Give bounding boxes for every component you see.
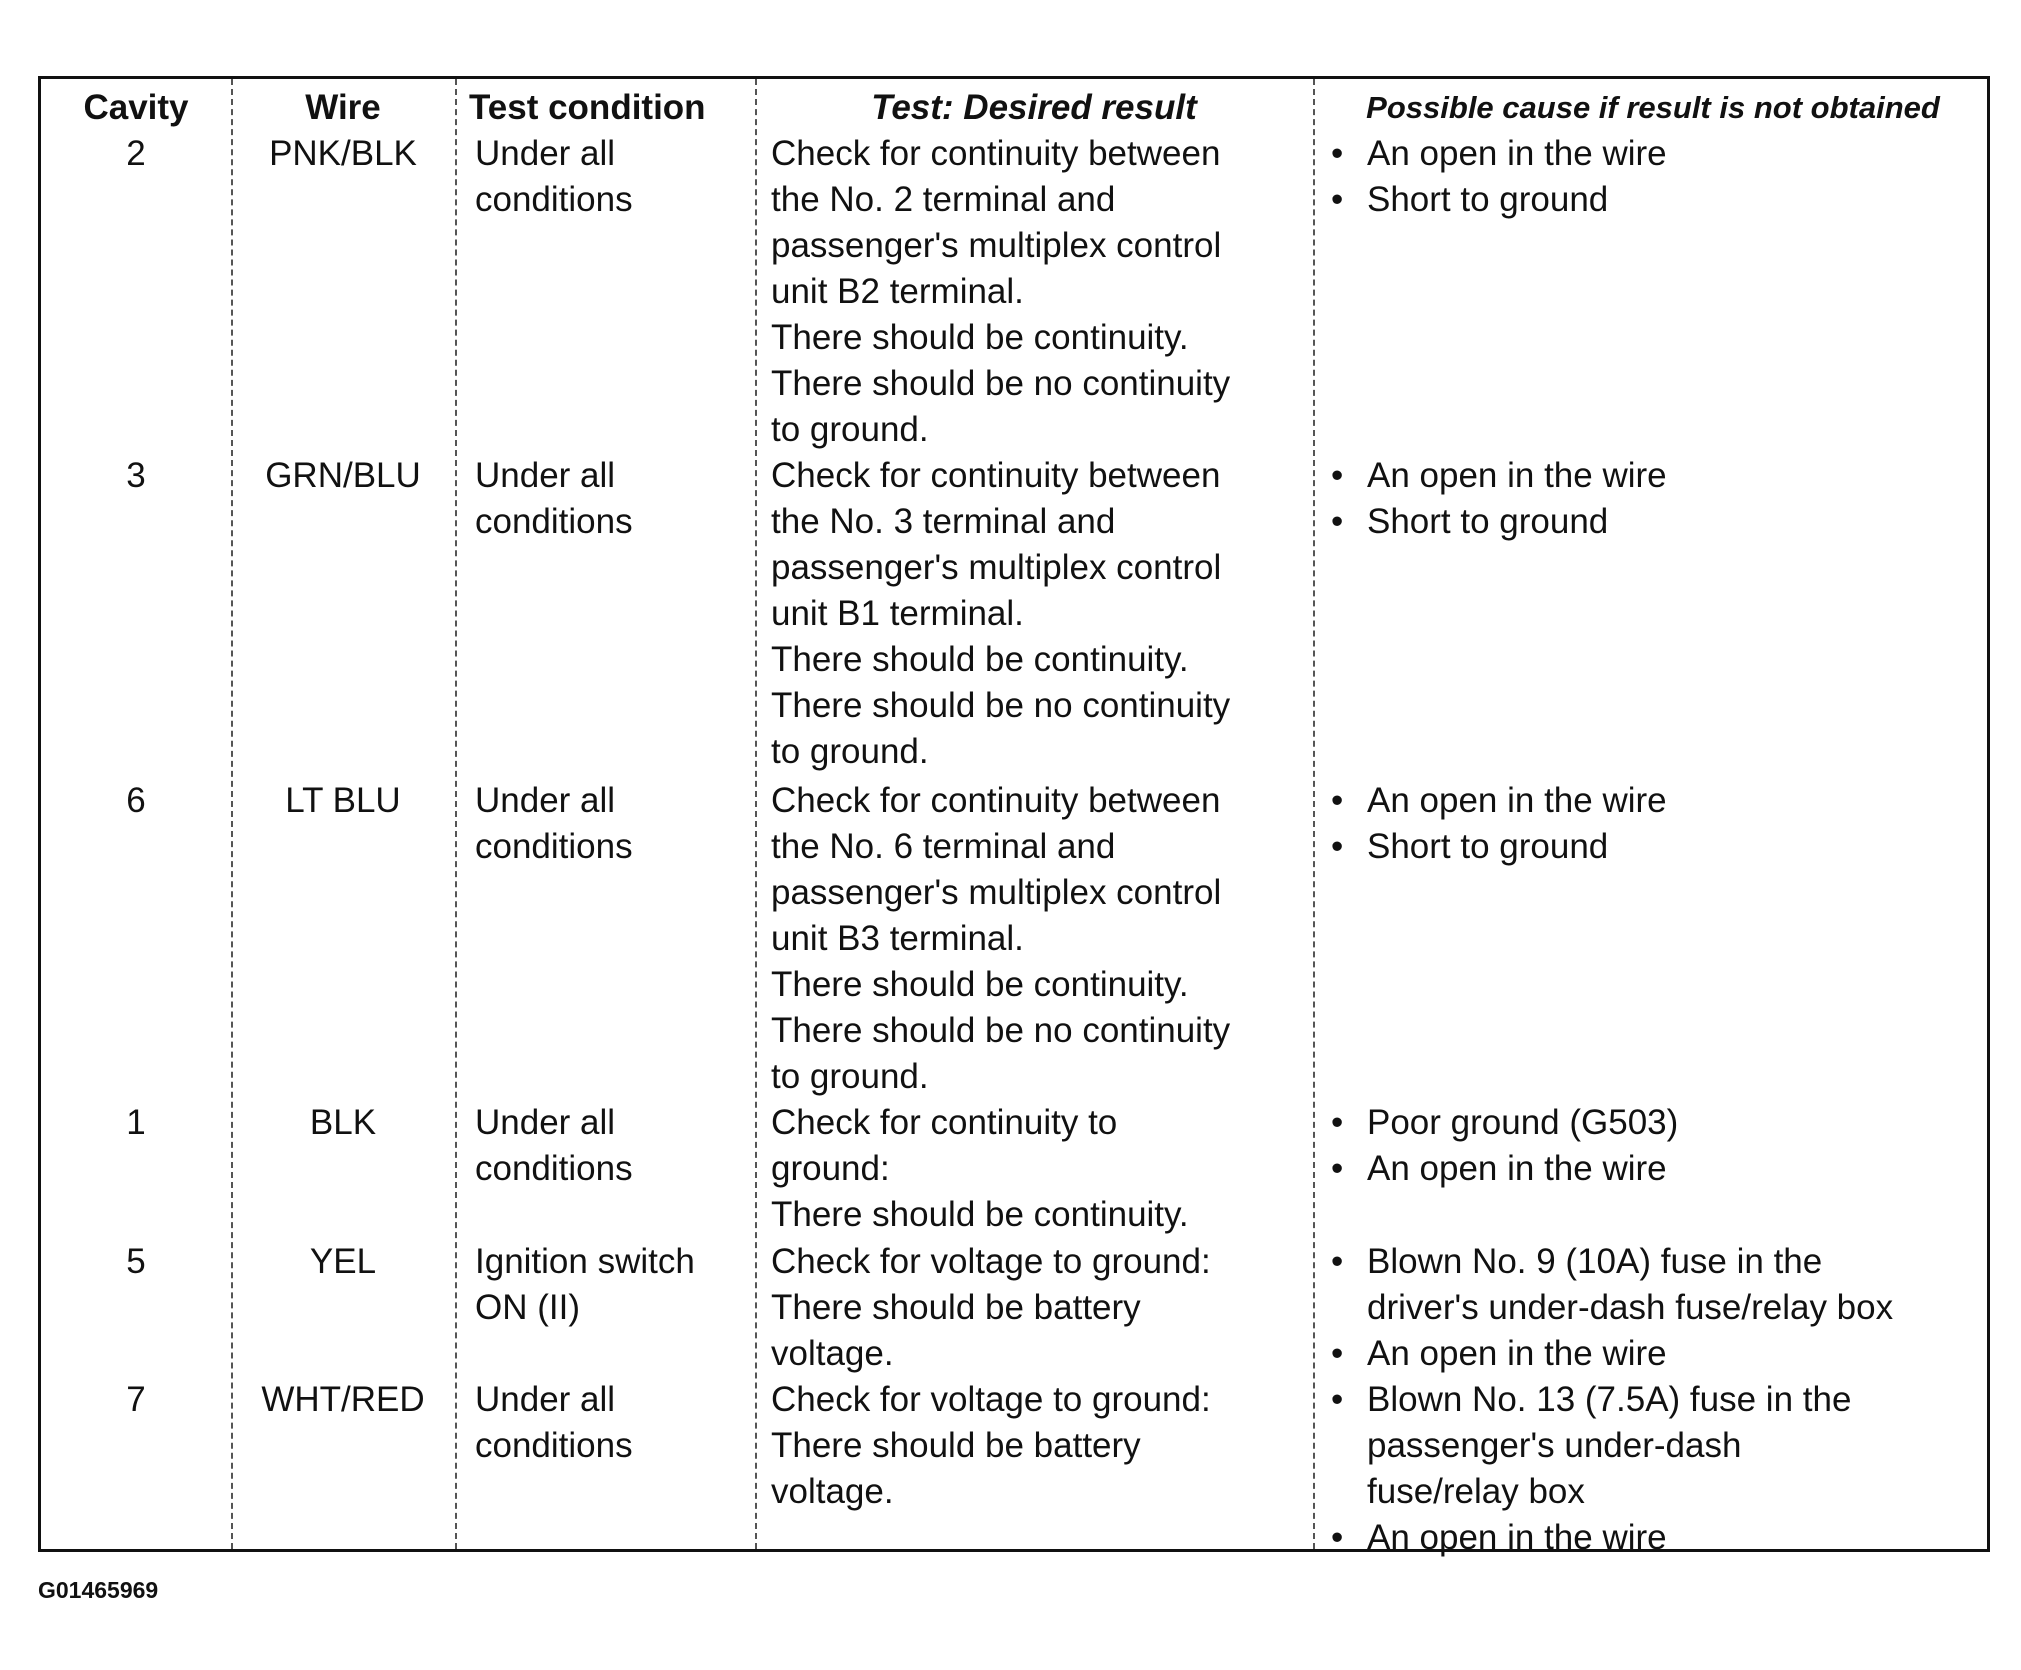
- bullet-icon: •: [1331, 1242, 1344, 1281]
- wire-cell: LT BLU: [285, 781, 401, 820]
- test-condition-cell: Under all conditions: [475, 1103, 633, 1188]
- possible-cause-text: An open in the wire: [1367, 1334, 1667, 1373]
- desired-result-cell: [771, 131, 1230, 453]
- possible-cause-item: [1331, 1239, 1893, 1331]
- desired-result-line: Check for continuity to: [771, 1103, 1118, 1142]
- bullet-icon: •: [1331, 827, 1344, 866]
- bullet-icon: •: [1331, 502, 1344, 541]
- desired-result-line: There should be continuity.: [771, 965, 1189, 1004]
- possible-cause-item: [1331, 1100, 1678, 1146]
- cavity-cell: 1: [126, 1103, 146, 1142]
- diagnostic-table: [38, 76, 1990, 1557]
- desired-result-line: passenger's multiplex control: [771, 226, 1222, 265]
- possible-cause-item: [1331, 131, 1667, 177]
- possible-cause-item: [1331, 824, 1667, 870]
- bullet-icon: •: [1331, 134, 1344, 173]
- desired-result-line: Check for voltage to ground:: [771, 1380, 1211, 1419]
- wire-cell: WHT/RED: [261, 1380, 425, 1419]
- possible-cause-text: An open in the wire: [1367, 456, 1667, 495]
- bullet-icon: •: [1331, 1103, 1344, 1142]
- possible-cause-text: Poor ground (G503): [1367, 1103, 1679, 1142]
- possible-cause-item: [1331, 1146, 1678, 1192]
- desired-result-line: to ground.: [771, 410, 929, 449]
- possible-cause-cell: [1331, 1100, 1678, 1192]
- cavity-cell: 7: [126, 1380, 146, 1419]
- possible-cause-cell: [1331, 453, 1667, 545]
- header-wire: Wire: [305, 88, 381, 127]
- column-divider: [755, 79, 757, 1549]
- desired-result-cell: [771, 1377, 1211, 1515]
- possible-cause-item: [1331, 499, 1667, 545]
- test-condition-cell: Ignition switch ON (II): [475, 1242, 695, 1327]
- header-possible-cause: Possible cause if result is not obtained: [1366, 90, 1940, 125]
- desired-result-line: There should be continuity.: [771, 1195, 1189, 1234]
- desired-result-line: There should be no continuity: [771, 686, 1231, 725]
- desired-result-line: There should be no continuity: [771, 1011, 1231, 1050]
- possible-cause-text: Short to ground: [1367, 827, 1609, 866]
- wire-cell: PNK/BLK: [269, 134, 417, 173]
- possible-cause-cell: [1331, 1239, 1893, 1377]
- desired-result-line: the No. 2 terminal and: [771, 180, 1116, 219]
- cavity-cell: 2: [126, 134, 146, 173]
- desired-result-line: ground:: [771, 1149, 890, 1188]
- possible-cause-text: Short to ground: [1367, 502, 1609, 541]
- desired-result-line: Check for continuity between: [771, 456, 1221, 495]
- test-condition-cell: Under all conditions: [475, 1380, 633, 1465]
- test-condition-cell: Under all conditions: [475, 134, 633, 219]
- column-divider: [455, 79, 457, 1549]
- desired-result-line: Check for voltage to ground:: [771, 1242, 1211, 1281]
- wire-cell: GRN/BLU: [265, 456, 421, 495]
- desired-result-line: There should be no continuity: [771, 364, 1231, 403]
- possible-cause-text: An open in the wire: [1367, 1518, 1667, 1557]
- bullet-icon: •: [1331, 456, 1344, 495]
- desired-result-line: Check for continuity between: [771, 781, 1221, 820]
- desired-result-line: the No. 6 terminal and: [771, 827, 1116, 866]
- possible-cause-item: [1331, 1515, 1851, 1561]
- test-condition-cell: Under all conditions: [475, 781, 633, 866]
- bullet-icon: •: [1331, 1518, 1344, 1557]
- bullet-icon: •: [1331, 781, 1344, 820]
- bullet-icon: •: [1331, 180, 1344, 219]
- desired-result-line: unit B1 terminal.: [771, 594, 1024, 633]
- wire-cell: BLK: [309, 1103, 377, 1142]
- bullet-icon: •: [1331, 1334, 1344, 1373]
- desired-result-line: There should be continuity.: [771, 640, 1189, 679]
- desired-result-line: voltage.: [771, 1472, 894, 1511]
- possible-cause-text: Short to ground: [1367, 180, 1609, 219]
- desired-result-cell: [771, 778, 1230, 1100]
- possible-cause-cell: [1331, 131, 1667, 223]
- header-test-condition: Test condition: [469, 88, 706, 127]
- cavity-cell: 5: [126, 1242, 146, 1281]
- desired-result-cell: [771, 1100, 1189, 1238]
- desired-result-line: to ground.: [771, 1057, 929, 1096]
- possible-cause-item: [1331, 1377, 1851, 1515]
- desired-result-line: to ground.: [771, 732, 929, 771]
- column-divider: [1313, 79, 1315, 1549]
- desired-result-line: There should be battery: [771, 1426, 1141, 1465]
- desired-result-cell: [771, 453, 1230, 775]
- possible-cause-item: [1331, 177, 1667, 223]
- cavity-cell: 3: [126, 456, 146, 495]
- bullet-icon: •: [1331, 1149, 1344, 1188]
- possible-cause-text: Blown No. 9 (10A) fuse in the driver's under-dash fuse/relay box: [1367, 1242, 1894, 1327]
- possible-cause-item: [1331, 453, 1667, 499]
- desired-result-line: unit B3 terminal.: [771, 919, 1024, 958]
- desired-result-line: the No. 3 terminal and: [771, 502, 1116, 541]
- header-cavity: Cavity: [83, 88, 189, 127]
- possible-cause-item: [1331, 1331, 1893, 1377]
- possible-cause-cell: [1331, 1377, 1851, 1561]
- figure-id: G01465969: [38, 1577, 159, 1603]
- header-desired-result: Test: Desired result: [871, 88, 1197, 127]
- possible-cause-text: An open in the wire: [1367, 781, 1667, 820]
- possible-cause-text: Blown No. 13 (7.5A) fuse in the passenger's under-dash fuse/relay box: [1367, 1380, 1852, 1511]
- desired-result-cell: [771, 1239, 1211, 1377]
- possible-cause-text: An open in the wire: [1367, 1149, 1667, 1188]
- bullet-icon: •: [1331, 1380, 1344, 1419]
- desired-result-line: passenger's multiplex control: [771, 548, 1222, 587]
- desired-result-line: unit B2 terminal.: [771, 272, 1024, 311]
- cavity-cell: 6: [126, 781, 146, 820]
- possible-cause-text: An open in the wire: [1367, 134, 1667, 173]
- desired-result-line: passenger's multiplex control: [771, 873, 1222, 912]
- desired-result-line: Check for continuity between: [771, 134, 1221, 173]
- possible-cause-cell: [1331, 778, 1667, 870]
- desired-result-line: There should be continuity.: [771, 318, 1189, 357]
- test-condition-cell: Under all conditions: [475, 456, 633, 541]
- wire-cell: YEL: [309, 1242, 377, 1281]
- possible-cause-item: [1331, 778, 1667, 824]
- desired-result-line: voltage.: [771, 1334, 894, 1373]
- desired-result-line: There should be battery: [771, 1288, 1141, 1327]
